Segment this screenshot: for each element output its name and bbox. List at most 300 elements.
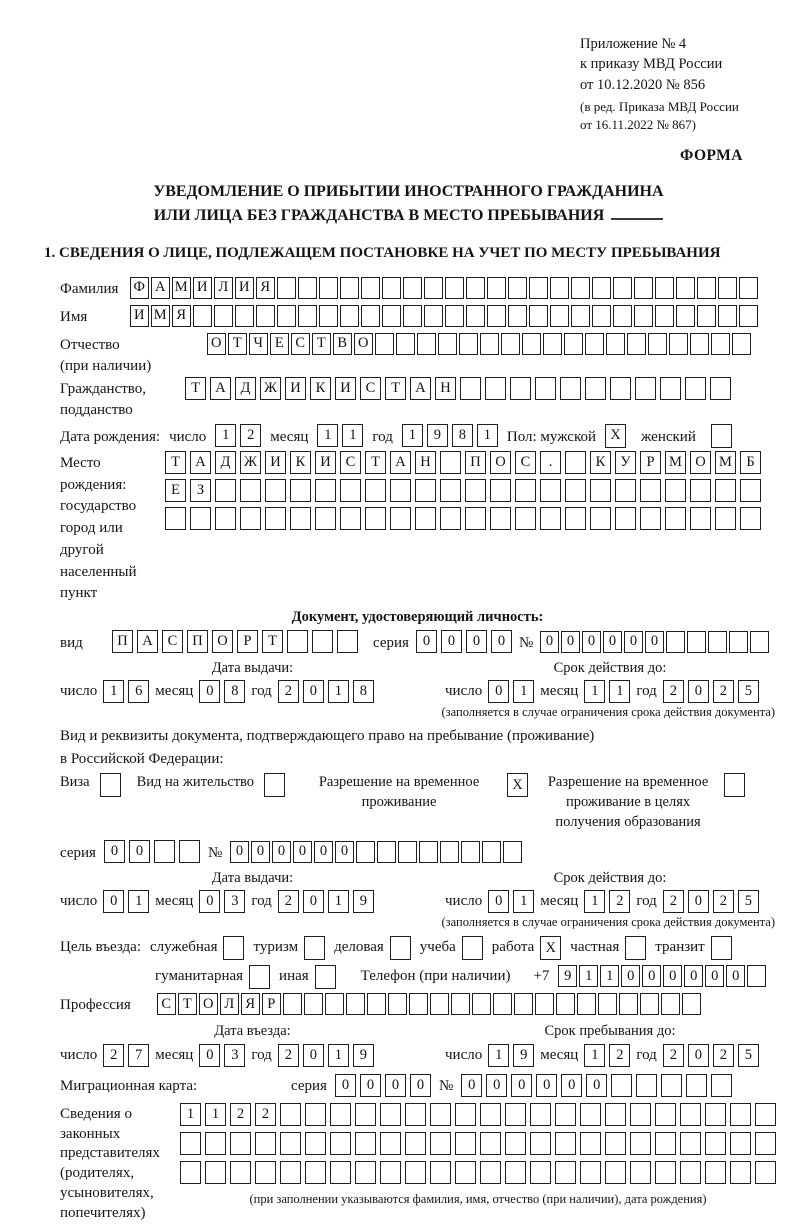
month-label: месяц [540, 893, 579, 910]
purpose-row-2 [155, 965, 775, 989]
char-cell [180, 1132, 201, 1155]
char-cell [610, 377, 631, 400]
char-cell [613, 277, 632, 299]
doc-number-cells [540, 631, 769, 653]
char-cell [747, 965, 766, 987]
char-cell: Ф [130, 277, 149, 299]
char-cell: 2 [278, 680, 299, 703]
char-cell [180, 1161, 201, 1184]
residence-doc-series-row [60, 840, 775, 863]
char-cell [686, 1074, 707, 1097]
amendment-line: (в ред. Приказа МВД России [580, 98, 739, 114]
char-cell [697, 277, 716, 299]
patronymic-label: Отчество (при наличии) [60, 336, 152, 374]
temp-residence-education-checkbox [724, 773, 745, 797]
char-cell: 0 [688, 890, 709, 913]
birth-day-cells [215, 424, 261, 447]
char-cell [305, 1161, 326, 1184]
profession-cells [157, 993, 701, 1015]
char-cell: 2 [255, 1103, 276, 1126]
char-cell: Т [228, 333, 247, 355]
char-cell [590, 507, 611, 530]
char-cell [235, 305, 254, 327]
char-cell: М [151, 305, 170, 327]
section1-heading: 1. СВЕДЕНИЯ О ЛИЦЕ, ПОДЛЕЖАЩЕМ ПОСТАНОВКЕ НА УЧЕТ ПО МЕСТУ ПРЕБЫВАНИЯ [44, 244, 721, 261]
char-cell: 3 [224, 1044, 245, 1067]
char-cell: 0 [561, 1074, 582, 1097]
private-checkbox [625, 936, 646, 960]
char-cell [461, 841, 480, 863]
char-cell [179, 840, 200, 863]
stay-until-group: Срок пребывания до: число 1 9 месяц 1 2 год 2 0 2 5 [445, 1023, 775, 1066]
char-cell: 9 [513, 1044, 534, 1067]
citizenship-row [60, 377, 775, 421]
char-cell [680, 1161, 701, 1184]
citizenship-cells [185, 377, 731, 400]
char-cell: О [690, 451, 711, 474]
year-label: год [251, 893, 272, 910]
migration-card-row [60, 1074, 775, 1097]
char-cell: Е [165, 479, 186, 502]
char-cell: Л [214, 277, 233, 299]
char-cell: 2 [278, 1044, 299, 1067]
char-cell: 0 [488, 890, 509, 913]
char-cell: 6 [128, 680, 149, 703]
char-cell: А [190, 451, 211, 474]
char-cell [455, 1161, 476, 1184]
char-cell [522, 333, 541, 355]
validity-note: (заполняется в случае ограничения срока действия документа) [441, 705, 775, 720]
name-cells [130, 305, 758, 327]
char-cell [680, 1103, 701, 1126]
other-checkbox [315, 965, 336, 989]
char-cell: 0 [466, 630, 487, 653]
char-cell: С [340, 451, 361, 474]
purpose-commercial: деловая [334, 936, 411, 960]
char-cell [312, 630, 333, 653]
birth-date-row [60, 424, 775, 448]
char-cell [755, 1161, 776, 1184]
option-visa: Виза [60, 773, 121, 797]
char-cell: Б [740, 451, 761, 474]
char-cell [445, 305, 464, 327]
char-cell [505, 1103, 526, 1126]
char-cell [571, 277, 590, 299]
char-cell [619, 993, 638, 1015]
char-cell [365, 479, 386, 502]
char-cell [330, 1161, 351, 1184]
char-cell [710, 377, 731, 400]
char-cell: . [540, 451, 561, 474]
form-title [42, 180, 775, 228]
rvp-valid-day-cells [488, 890, 534, 913]
char-cell [356, 841, 375, 863]
char-cell: И [235, 277, 254, 299]
char-cell [611, 1074, 632, 1097]
char-cell [472, 993, 491, 1015]
char-cell [501, 333, 520, 355]
entry-day-cells [103, 1044, 149, 1067]
char-cell: С [162, 630, 183, 653]
issue-date-group [60, 660, 445, 703]
char-cell: А [390, 451, 411, 474]
purpose-private: частная [570, 936, 646, 960]
char-cell: К [590, 451, 611, 474]
char-cell: 0 [199, 890, 220, 913]
char-cell [615, 479, 636, 502]
doc-kind-label: вид [60, 634, 83, 651]
char-cell: 1 [215, 424, 236, 447]
char-cell [445, 277, 464, 299]
char-cell [455, 1103, 476, 1126]
char-cell: 0 [385, 1074, 406, 1097]
char-cell: 0 [491, 630, 512, 653]
char-cell: 1 [609, 680, 630, 703]
char-cell [636, 1074, 657, 1097]
title-blank-line [611, 206, 663, 220]
char-cell [543, 333, 562, 355]
sex-female-label: женский [641, 428, 696, 445]
char-cell: 2 [713, 680, 734, 703]
char-cell: 2 [713, 890, 734, 913]
option-temp-residence-education: Разрешение на временное проживание в целях получения образования [542, 773, 745, 832]
valid-month-cells [584, 680, 630, 703]
char-cell [661, 1074, 682, 1097]
phone-cells [558, 965, 766, 987]
char-cell: 1 [128, 890, 149, 913]
char-cell [330, 1103, 351, 1126]
char-cell [750, 631, 769, 653]
issue-date-title: Дата выдачи: [211, 660, 294, 677]
char-cell: Т [165, 451, 186, 474]
char-cell: 9 [558, 965, 577, 987]
char-cell: 0 [230, 841, 249, 863]
issue-day-cells [103, 680, 149, 703]
validity-note: (заполняется в случае ограничения срока действия документа) [441, 915, 775, 930]
char-cell [690, 333, 709, 355]
char-cell: 1 [103, 680, 124, 703]
char-cell [598, 993, 617, 1015]
char-cell [465, 479, 486, 502]
char-cell [440, 451, 461, 474]
name-label: Имя [60, 308, 88, 325]
char-cell [487, 305, 506, 327]
char-cell [280, 1132, 301, 1155]
char-cell [255, 1132, 276, 1155]
purpose-business: служебная [150, 936, 245, 960]
representatives-note: (при заполнении указываются фамилия, имя, отчество (при наличии), дата рождения) [249, 1191, 707, 1206]
char-cell [690, 507, 711, 530]
char-cell: 1 [328, 890, 349, 913]
char-cell: Т [178, 993, 197, 1015]
char-cell: 2 [609, 890, 630, 913]
char-cell [440, 507, 461, 530]
char-cell [556, 993, 575, 1015]
char-cell [560, 377, 581, 400]
char-cell [640, 993, 659, 1015]
char-cell: Ж [240, 451, 261, 474]
representatives-block [60, 1103, 775, 1224]
char-cell: 9 [353, 890, 374, 913]
char-cell [676, 305, 695, 327]
residence-permit-checkbox [264, 773, 285, 797]
char-cell [466, 305, 485, 327]
commercial-checkbox [390, 936, 411, 960]
char-cell: 0 [486, 1074, 507, 1097]
char-cell [590, 479, 611, 502]
char-cell: 5 [738, 1044, 759, 1067]
char-cell [337, 630, 358, 653]
char-cell [490, 507, 511, 530]
char-cell [550, 305, 569, 327]
doc-series-cells [416, 630, 512, 653]
month-label: месяц [540, 1046, 579, 1063]
char-cell: 1 [328, 1044, 349, 1067]
identity-doc-heading: Документ, удостоверяющий личность: [291, 609, 544, 626]
char-cell: Л [220, 993, 239, 1015]
char-cell [459, 333, 478, 355]
char-cell [627, 333, 646, 355]
char-cell: 0 [488, 680, 509, 703]
char-cell: И [265, 451, 286, 474]
char-cell: О [199, 993, 218, 1015]
char-cell [655, 1132, 676, 1155]
char-cell: О [354, 333, 373, 355]
purpose-tourism: туризм [253, 936, 325, 960]
representatives-row-1 [180, 1103, 776, 1126]
char-cell: 0 [293, 841, 312, 863]
char-cell [398, 841, 417, 863]
char-cell [705, 1132, 726, 1155]
char-cell: 0 [441, 630, 462, 653]
char-cell: 9 [427, 424, 448, 447]
birth-place-label: Место рождения: государство город или другой населенный пункт [60, 454, 137, 602]
option-temp-residence: Разрешение на временное проживание X [301, 773, 528, 812]
business-checkbox [223, 936, 244, 960]
char-cell [708, 631, 727, 653]
char-cell: Ч [249, 333, 268, 355]
valid-year-cells [663, 680, 759, 703]
char-cell: 7 [128, 1044, 149, 1067]
char-cell [715, 507, 736, 530]
char-cell: 1 [488, 1044, 509, 1067]
sex-male-checkbox: X [605, 424, 626, 448]
char-cell: 0 [688, 680, 709, 703]
char-cell [515, 507, 536, 530]
char-cell [682, 993, 701, 1015]
char-cell: 2 [663, 890, 684, 913]
char-cell [405, 1103, 426, 1126]
entry-month-cells [199, 1044, 245, 1067]
issue-month-cells [199, 680, 245, 703]
residence-number-cells [230, 841, 522, 863]
char-cell [277, 277, 296, 299]
char-cell [711, 1074, 732, 1097]
char-cell [685, 377, 706, 400]
mc-number-cells [461, 1074, 732, 1097]
char-cell: И [193, 277, 212, 299]
char-cell [660, 377, 681, 400]
char-cell: Т [185, 377, 206, 400]
valid-day-cells [488, 680, 534, 703]
study-checkbox [462, 936, 483, 960]
char-cell: 0 [303, 1044, 324, 1067]
char-cell [283, 993, 302, 1015]
char-cell [503, 841, 522, 863]
char-cell [508, 277, 527, 299]
char-cell [330, 1132, 351, 1155]
char-cell [535, 377, 556, 400]
char-cell [415, 507, 436, 530]
char-cell [465, 507, 486, 530]
char-cell: О [207, 333, 226, 355]
char-cell: 1 [477, 424, 498, 447]
char-cell [403, 305, 422, 327]
char-cell [715, 479, 736, 502]
purpose-study: учеба [420, 936, 483, 960]
char-cell [304, 993, 323, 1015]
day-label: число [60, 893, 98, 910]
char-cell: У [615, 451, 636, 474]
char-cell: 1 [317, 424, 338, 447]
char-cell: И [285, 377, 306, 400]
char-cell: 2 [278, 890, 299, 913]
valid-date-group: Срок действия до: число 0 1 месяц 1 2 год 2 0 2 5 [445, 870, 775, 913]
char-cell [606, 333, 625, 355]
char-cell [592, 305, 611, 327]
char-cell [565, 451, 586, 474]
identity-doc-dates [60, 660, 775, 703]
char-cell [508, 305, 527, 327]
char-cell [375, 333, 394, 355]
char-cell: 1 [205, 1103, 226, 1126]
entry-date-group: Дата въезда: число 2 7 месяц 0 3 год 2 0 1 9 [60, 1023, 445, 1066]
patronymic-row [60, 333, 775, 377]
char-cell [630, 1132, 651, 1155]
rvp-issue-year-cells [278, 890, 374, 913]
year-label: год [636, 893, 657, 910]
char-cell: П [187, 630, 208, 653]
char-cell [325, 993, 344, 1015]
char-cell [388, 993, 407, 1015]
char-cell [740, 507, 761, 530]
birth-year-cells [402, 424, 498, 447]
char-cell [550, 277, 569, 299]
char-cell [215, 507, 236, 530]
char-cell: Я [241, 993, 260, 1015]
char-cell [605, 1132, 626, 1155]
char-cell [739, 305, 758, 327]
char-cell [390, 479, 411, 502]
char-cell [666, 631, 685, 653]
char-cell: 0 [645, 631, 664, 653]
char-cell: И [315, 451, 336, 474]
char-cell [555, 1161, 576, 1184]
char-cell [305, 1132, 326, 1155]
char-cell: М [715, 451, 736, 474]
char-cell [640, 479, 661, 502]
char-cell: М [172, 277, 191, 299]
appendix-block [580, 34, 775, 95]
char-cell [440, 841, 459, 863]
char-cell: 1 [180, 1103, 201, 1126]
purpose-label: Цель въезда: [60, 939, 141, 956]
char-cell [265, 507, 286, 530]
char-cell [230, 1161, 251, 1184]
char-cell [409, 993, 428, 1015]
char-cell [298, 277, 317, 299]
surname-cells [130, 277, 758, 299]
char-cell [340, 507, 361, 530]
char-cell: П [465, 451, 486, 474]
doc-number-label: № [518, 634, 534, 651]
birth-place-row-2 [165, 479, 761, 502]
char-cell: 5 [738, 680, 759, 703]
char-cell: 0 [705, 965, 724, 987]
char-cell: Т [385, 377, 406, 400]
char-cell [417, 333, 436, 355]
char-cell [390, 507, 411, 530]
char-cell [255, 1161, 276, 1184]
char-cell [580, 1132, 601, 1155]
char-cell [535, 993, 554, 1015]
form-label: ФОРМА [679, 146, 743, 164]
char-cell [755, 1132, 776, 1155]
day-label: число [60, 1046, 98, 1063]
char-cell: 0 [586, 1074, 607, 1097]
char-cell [585, 377, 606, 400]
char-cell: 0 [603, 631, 622, 653]
char-cell [396, 333, 415, 355]
char-cell [505, 1161, 526, 1184]
char-cell [485, 377, 506, 400]
char-cell: В [333, 333, 352, 355]
char-cell [361, 305, 380, 327]
char-cell: 3 [224, 890, 245, 913]
name-row [60, 305, 775, 328]
char-cell: 0 [582, 631, 601, 653]
char-cell: 2 [230, 1103, 251, 1126]
char-cell [615, 507, 636, 530]
valid-date-title: Срок действия до: [553, 660, 667, 677]
char-cell: Н [415, 451, 436, 474]
char-cell [655, 1161, 676, 1184]
char-cell [487, 277, 506, 299]
char-cell [380, 1103, 401, 1126]
sex-female-checkbox [711, 424, 732, 448]
char-cell: 8 [353, 680, 374, 703]
char-cell: А [410, 377, 431, 400]
char-cell [505, 1132, 526, 1155]
char-cell [382, 305, 401, 327]
char-cell: 0 [303, 680, 324, 703]
char-cell: 0 [624, 631, 643, 653]
representatives-row-3 [180, 1161, 776, 1184]
char-cell [697, 305, 716, 327]
char-cell [480, 1103, 501, 1126]
char-cell [340, 277, 359, 299]
char-cell [380, 1132, 401, 1155]
char-cell [730, 1103, 751, 1126]
char-cell: Р [262, 993, 281, 1015]
char-cell [424, 305, 443, 327]
stay-month-cells [584, 1044, 630, 1067]
char-cell [430, 1161, 451, 1184]
char-cell [705, 1161, 726, 1184]
month-label: месяц [270, 428, 309, 445]
char-cell [580, 1103, 601, 1126]
char-cell: К [290, 451, 311, 474]
